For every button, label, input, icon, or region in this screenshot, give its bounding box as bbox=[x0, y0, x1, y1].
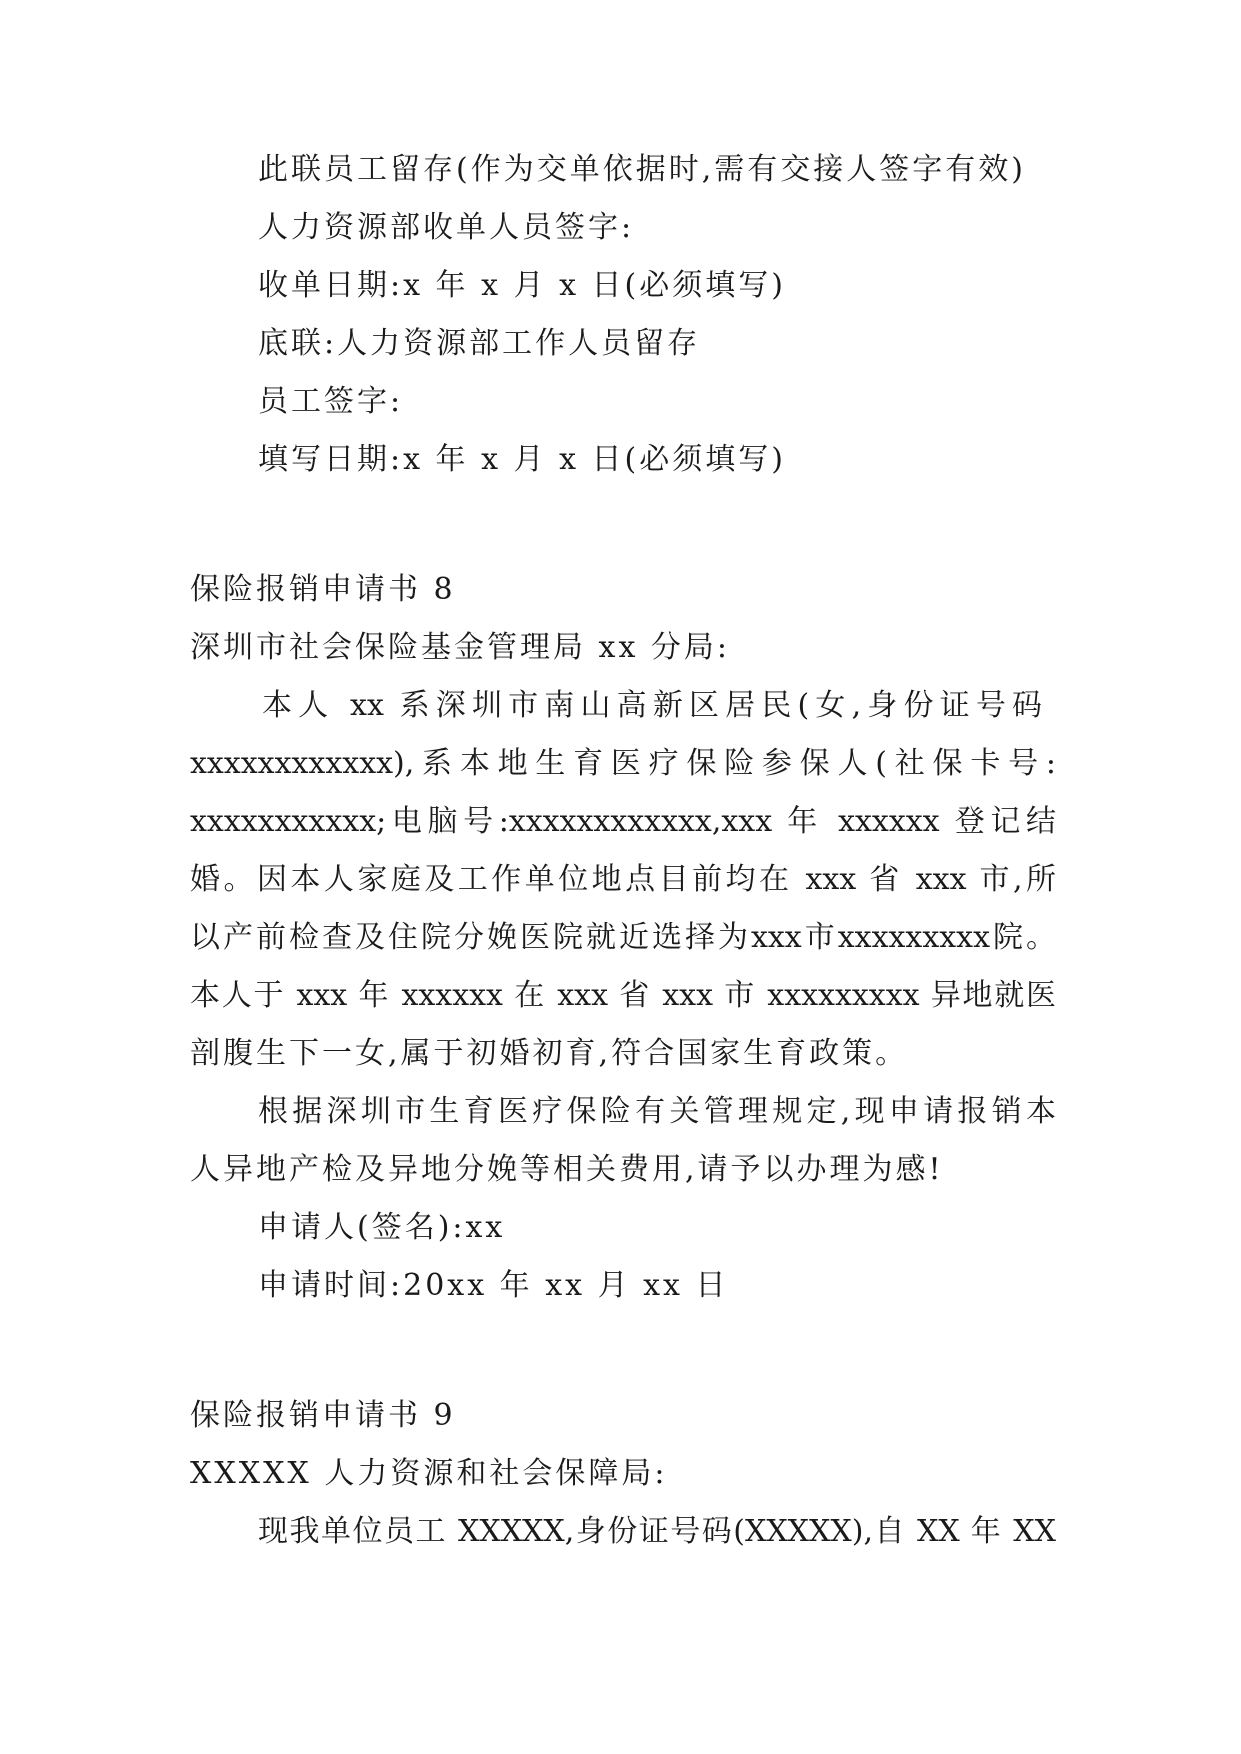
section-9-addressee: XXXXX 人力资源和社会保障局: bbox=[190, 1456, 668, 1491]
section-8-para-2-line: 根据深圳市生育医疗保险有关管理规定,现申请报销本 bbox=[258, 1094, 1056, 1129]
section-9-para-1-line: 现我单位员工 XXXXX,身份证号码(XXXXX),自 XX 年 XX bbox=[258, 1514, 1056, 1549]
applicant-signature-line: 申请人(签名):xx bbox=[258, 1210, 506, 1245]
section-8-para-1-line: 以产前检查及住院分娩医院就近选择为xxx市xxxxxxxxx院。 bbox=[190, 920, 1056, 955]
section-8-para-1-line: 本人 xx 系深圳市南山高新区居民(女,身份证号码 bbox=[262, 688, 1042, 723]
employee-signature-line: 员工签字: bbox=[258, 384, 404, 419]
section-8-para-1-line: 婚。因本人家庭及工作单位地点目前均在 xxx 省 xxx 市,所 bbox=[190, 862, 1056, 897]
stub-note-line: 底联:人力资源部工作人员留存 bbox=[258, 326, 701, 361]
section-8-para-1-line: 本人于 xxx 年 xxxxxx 在 xxx 省 xxx 市 xxxxxxxxx 异地就医 bbox=[190, 978, 1056, 1013]
section-8-para-1-line: xxxxxxxxxxx;电脑号:xxxxxxxxxxxx,xxx 年 xxxxxx 登记结 bbox=[190, 804, 1056, 839]
application-date-line: 申请时间:20xx 年 xx 月 xx 日 bbox=[258, 1268, 729, 1303]
copy-note-line: 此联员工留存(作为交单依据时,需有交接人签字有效) bbox=[258, 152, 1026, 187]
section-8-para-1-line: xxxxxxxxxxxx),系本地生育医疗保险参保人(社保卡号: bbox=[190, 746, 1056, 781]
section-9-title: 保险报销申请书 9 bbox=[190, 1398, 456, 1433]
fill-date-line: 填写日期:x 年 x 月 x 日(必须填写) bbox=[258, 442, 786, 477]
section-8-para-2-line: 人异地产检及异地分娩等相关费用,请予以办理为感! bbox=[190, 1152, 944, 1187]
section-8-addressee: 深圳市社会保险基金管理局 xx 分局: bbox=[190, 630, 731, 665]
section-8-title: 保险报销申请书 8 bbox=[190, 572, 456, 607]
hr-receiver-signature-line: 人力资源部收单人员签字: bbox=[258, 210, 635, 245]
section-8-para-1-line: 剖腹生下一女,属于初婚初育,符合国家生育政策。 bbox=[190, 1036, 909, 1071]
receipt-date-line: 收单日期:x 年 x 月 x 日(必须填写) bbox=[258, 268, 786, 303]
